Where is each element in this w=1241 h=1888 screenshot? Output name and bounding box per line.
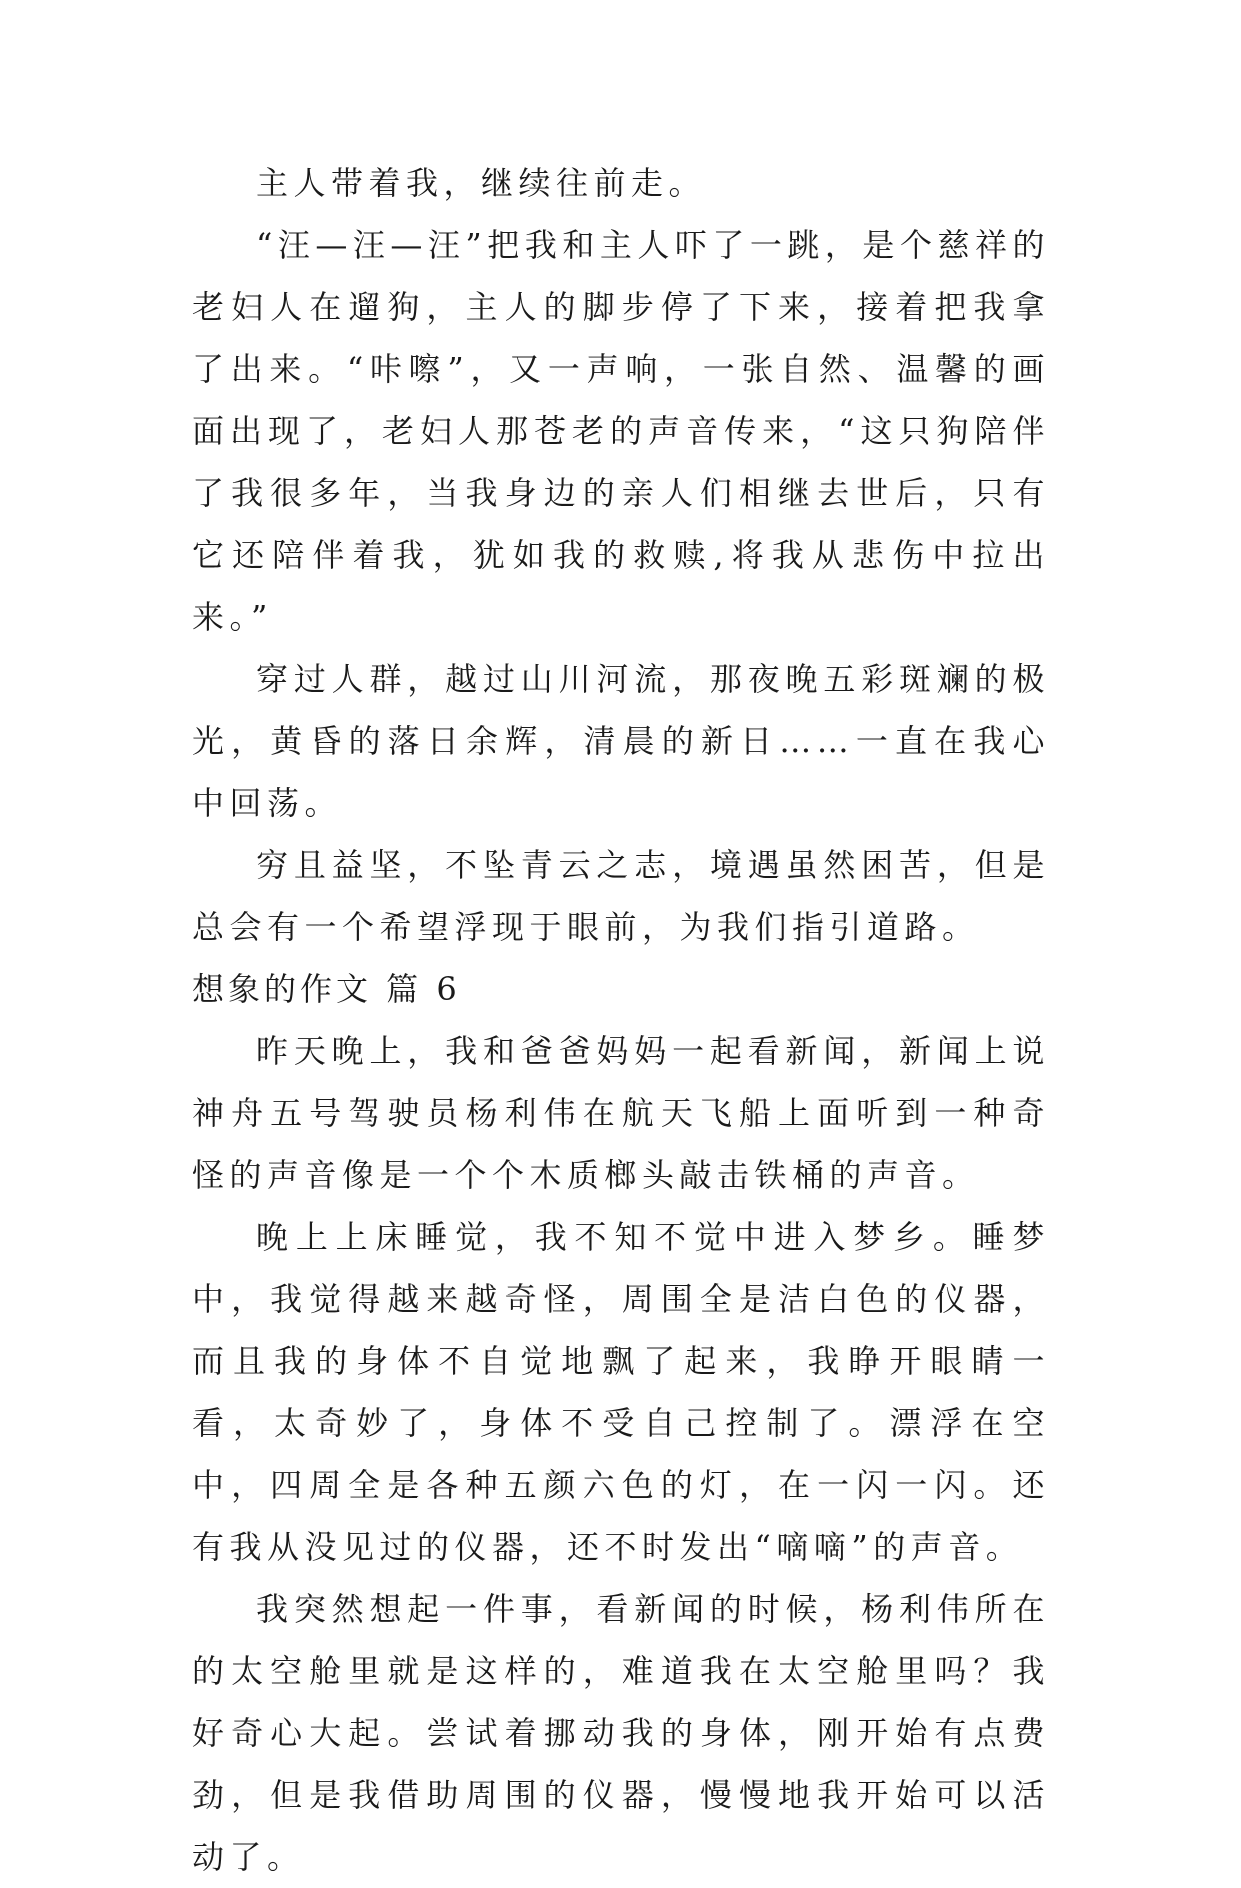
paragraph: 主人带着我，继续往前走。 (256, 164, 707, 202)
section-heading: 想象的作文 篇 6 (192, 970, 461, 1008)
paragraph: 昨天晚上，我和爸爸妈妈一起看新闻，新闻上说神舟五号驾驶员杨利伟在航天飞船上面听到一种奇怪的声音像是一个个木质榔头敲击铁桶的声音。 (192, 1032, 1050, 1194)
paragraph: 我突然想起一件事，看新闻的时候，杨利伟所在的太空舱里就是这样的，难道我在太空舱里吗？我好奇心大起。尝试着挪动我的身体，刚开始有点费劲，但是我借助周围的仪器，慢慢地我开始可以活动了。 (192, 1590, 1050, 1876)
paragraph: “汪—汪—汪”把我和主人吓了一跳，是个慈祥的老妇人在遛狗，主人的脚步停了下来，接着把我拿了出来。“咔嚓”，又一声响，一张自然、温馨的画面出现了，老妇人那苍老的声音传来，“这只狗陪伴了我很多年，当我身边的亲人们相继去世后，只有它还陪伴着我，犹如我的救赎,将我从悲伤中拉出来。” (192, 226, 1050, 636)
paragraph: 穿过人群，越过山川河流，那夜晚五彩斑斓的极光，黄昏的落日余辉，清晨的新日……一直在我心中回荡。 (192, 660, 1050, 822)
paragraph: 穷且益坚，不坠青云之志，境遇虽然困苦，但是总会有一个希望浮现于眼前，为我们指引道路。 (192, 846, 1050, 946)
paragraph: 晚上上床睡觉，我不知不觉中进入梦乡。睡梦中，我觉得越来越奇怪，周围全是洁白色的仪器，而且我的身体不自觉地飘了起来，我睁开眼睛一看，太奇妙了，身体不受自己控制了。漂浮在空中，四周全是各种五颜六色的灯，在一闪一闪。还有我从没见过的仪器，还不时发出“嘀嘀”的声音。 (192, 1218, 1050, 1566)
document-body (192, 152, 1050, 1888)
